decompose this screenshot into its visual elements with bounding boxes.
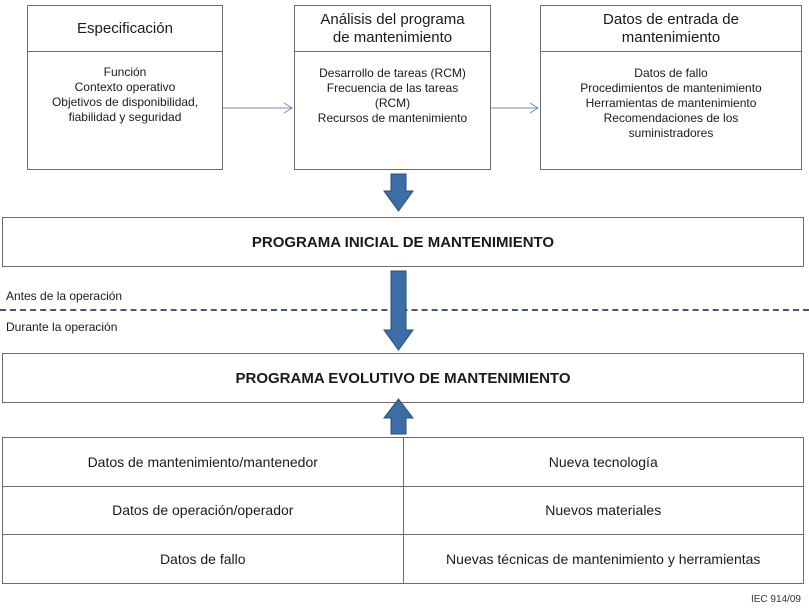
down-arrow-icon <box>384 174 413 211</box>
body-line: Función <box>103 65 147 79</box>
initial-program-label: PROGRAMA INICIAL DE MANTENIMIENTO <box>251 233 555 251</box>
title-line: Especificación <box>77 19 173 37</box>
phase-during-label: Durante la operación <box>6 320 118 334</box>
table-cell: Nuevas técnicas de mantenimiento y herramientas <box>403 535 804 584</box>
up-arrow-icon <box>384 399 413 434</box>
table-cell: Nuevos materiales <box>403 486 804 535</box>
connector-arrow <box>223 103 292 113</box>
table-cell: Nueva tecnología <box>403 438 804 487</box>
body-line: Contexto operativo <box>74 80 176 94</box>
body-line: Recursos de mantenimiento <box>317 111 468 125</box>
body-line: suministradores <box>628 126 714 140</box>
connector-arrow <box>491 103 538 113</box>
table-cell: Datos de fallo <box>3 535 404 584</box>
body-line: Herramientas de mantenimiento <box>585 96 757 110</box>
body-line: Procedimientos de mantenimiento <box>580 81 762 95</box>
body-line: fiabilidad y seguridad <box>68 110 182 124</box>
body-line: Objetivos de disponibilidad, <box>51 95 199 109</box>
title-line: mantenimiento <box>621 28 721 46</box>
body-line: Frecuencia de las tareas <box>326 81 459 95</box>
table-cell: Datos de mantenimiento/mantenedor <box>3 438 404 487</box>
phase-before-label: Antes de la operación <box>6 289 123 303</box>
title-line: Análisis del programa <box>320 10 465 28</box>
down-arrow-icon <box>384 271 413 350</box>
evolutive-program-label: PROGRAMA EVOLUTIVO DE MANTENIMIENTO <box>235 369 571 387</box>
body-line: Desarrollo de tareas (RCM) <box>319 66 466 80</box>
title-line: de mantenimiento <box>332 28 453 46</box>
body-line: (RCM) <box>374 96 411 110</box>
body-line: Recomendaciones de los <box>603 111 739 125</box>
title-line: Datos de entrada de <box>603 10 739 28</box>
body-line: Datos de fallo <box>634 66 708 80</box>
source-label: IEC 914/09 <box>750 594 801 605</box>
table-cell: Datos de operación/operador <box>3 486 404 535</box>
